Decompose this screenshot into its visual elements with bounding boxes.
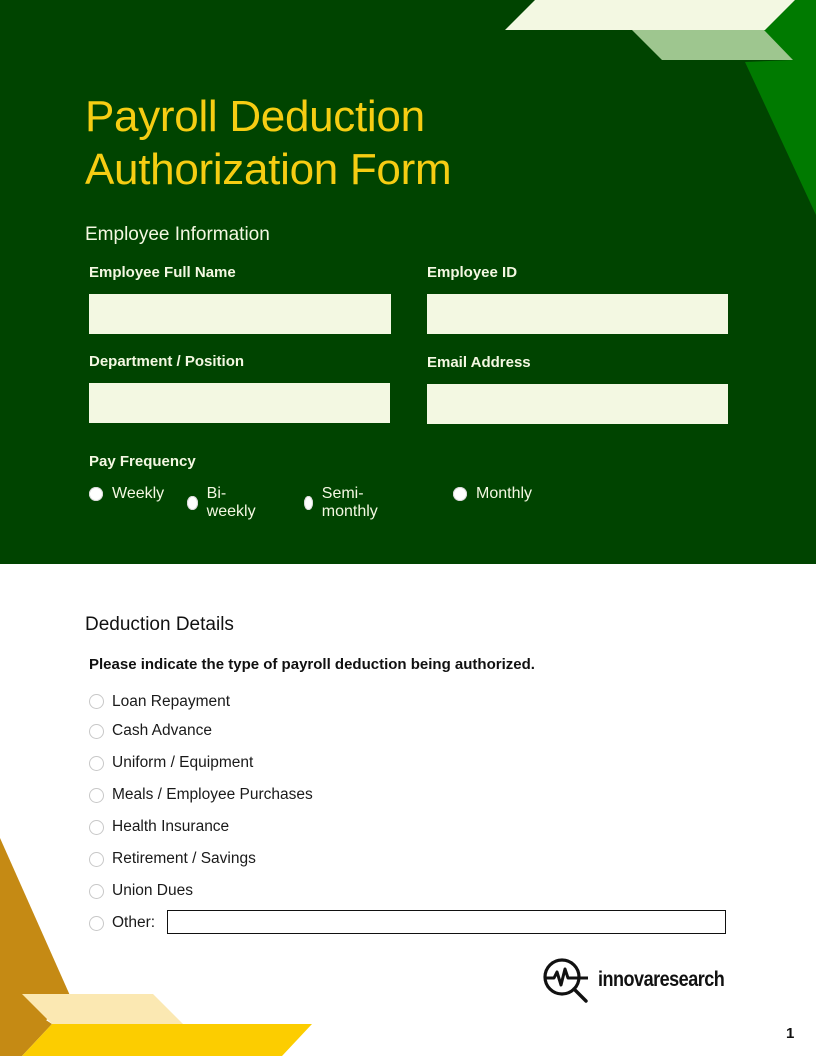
radio-button[interactable]: [89, 724, 104, 739]
cream-parallelogram-shape: [505, 0, 795, 30]
magnifier-pulse-icon: [542, 957, 590, 1003]
employee-full-name-label: Employee Full Name: [89, 264, 236, 281]
department-position-input[interactable]: [89, 383, 390, 423]
radio-button[interactable]: [89, 884, 104, 899]
option-label: Retirement / Savings: [112, 850, 256, 867]
radio-button[interactable]: [89, 788, 104, 803]
deduction-instruction: Please indicate the type of payroll deduction being authorized.: [89, 656, 535, 673]
page-title: [85, 90, 451, 196]
title-line-2: Authorization Form: [85, 145, 452, 194]
department-position-label: Department / Position: [89, 353, 245, 370]
option-label: Other:: [112, 914, 156, 931]
radio-button[interactable]: [89, 487, 103, 501]
option-label: Weekly: [112, 485, 165, 502]
employee-full-name-input[interactable]: [89, 294, 391, 334]
option-label: Bi-weekly: [206, 485, 256, 520]
employee-id-input[interactable]: [427, 294, 728, 334]
yellow-parallelogram-shape: [22, 1024, 312, 1056]
radio-button[interactable]: [89, 916, 104, 931]
employee-info-heading: Employee Information: [85, 224, 270, 245]
deduction-type-group: [89, 688, 313, 939]
radio-button[interactable]: [187, 496, 198, 510]
page-number: 1: [786, 1025, 795, 1042]
radio-button[interactable]: [89, 820, 104, 835]
radio-button[interactable]: [89, 694, 104, 709]
company-logo: [542, 957, 745, 1003]
pay-frequency-option-semi-monthly[interactable]: [304, 485, 383, 521]
employee-id-label: Employee ID: [427, 264, 518, 281]
radio-button[interactable]: [453, 487, 467, 501]
radio-button[interactable]: [89, 756, 104, 771]
option-label: Uniform / Equipment: [112, 754, 254, 771]
option-label: Union Dues: [112, 882, 193, 899]
other-deduction-input[interactable]: [167, 910, 726, 934]
option-label: Loan Repayment: [112, 692, 231, 710]
option-label: Meals / Employee Purchases: [112, 786, 313, 803]
pay-frequency-label: Pay Frequency: [89, 453, 196, 470]
option-label: Monthly: [476, 485, 533, 502]
pay-frequency-option-monthly[interactable]: [453, 485, 532, 503]
option-label: Semi-monthly: [321, 485, 378, 520]
pay-frequency-option-bi-weekly[interactable]: [187, 485, 259, 521]
pay-frequency-option-weekly[interactable]: [89, 485, 164, 503]
option-label: Cash Advance: [112, 722, 212, 739]
title-line-1: Payroll Deduction: [85, 92, 425, 141]
radio-button[interactable]: [89, 852, 104, 867]
deduction-details-heading: Deduction Details: [85, 614, 234, 635]
logo-text: innovaresearch: [598, 968, 725, 991]
radio-button[interactable]: [304, 496, 313, 510]
email-address-label: Email Address: [427, 354, 531, 371]
option-label: Health Insurance: [112, 818, 230, 835]
email-address-input[interactable]: [427, 384, 728, 424]
